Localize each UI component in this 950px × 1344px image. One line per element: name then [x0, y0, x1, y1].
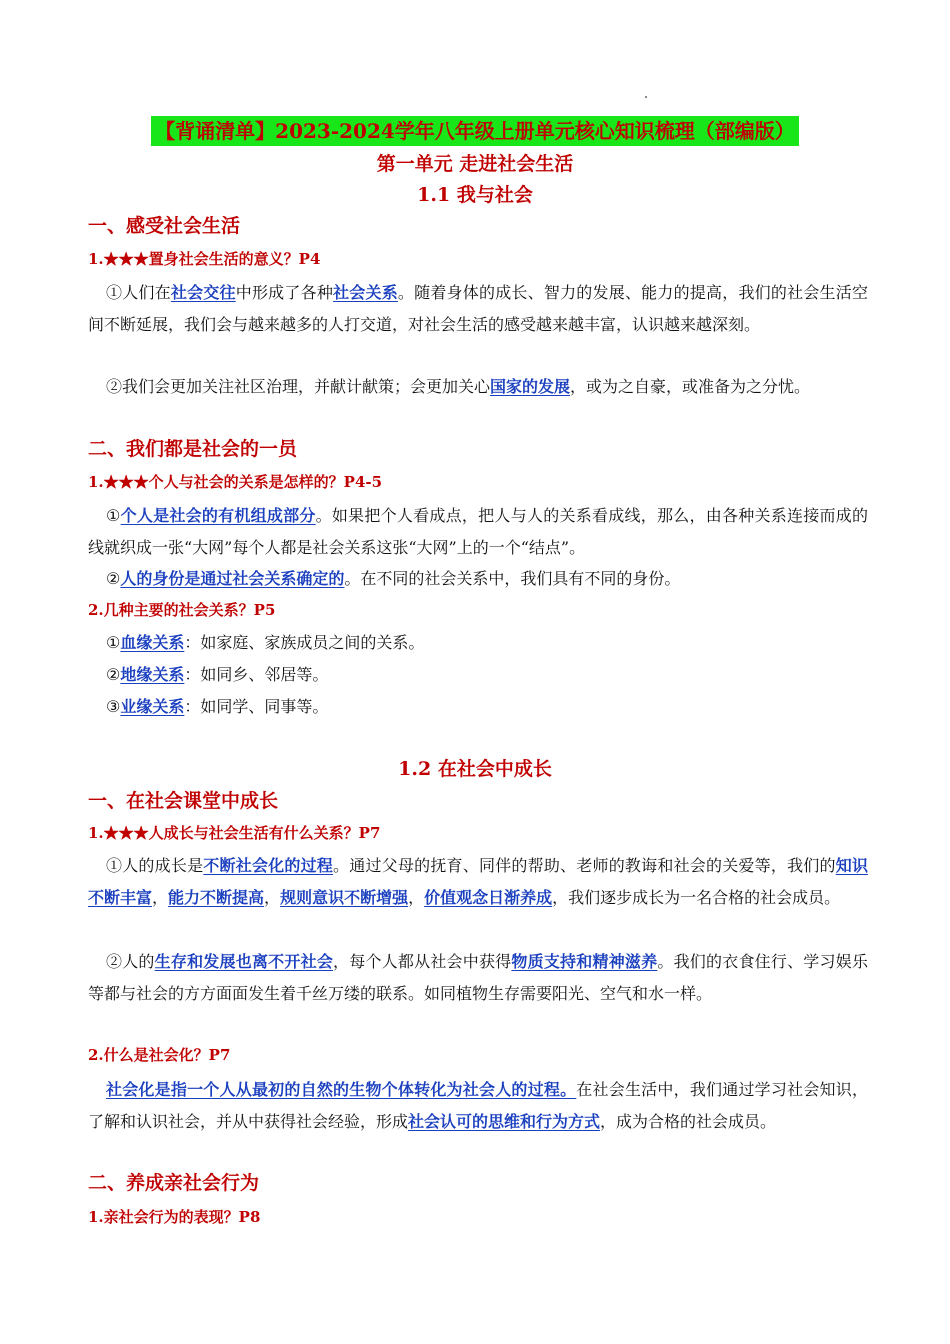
section-heading: 一、感受社会生活	[88, 215, 241, 237]
list-item	[106, 659, 328, 690]
text: ，	[152, 887, 169, 907]
text: ，或为之自豪，或准备为之分忧。	[570, 377, 811, 396]
text: 中形成了各种	[235, 283, 334, 302]
lesson-2-title: 1.2 在社会中成长	[398, 758, 552, 780]
text: ，每个人都从社会中获得	[333, 952, 512, 971]
keyword: 生存和发展也离不开社会	[154, 952, 334, 971]
section-heading: 二、我们都是社会的一员	[88, 438, 298, 460]
text: 。我们的衣食住行、学习娱乐等都与社会的方方面面发生着千丝万缕的联系。如同植物生存需要阳光、空气和水一样。	[88, 952, 868, 1003]
text: ②我们会更加关注社区治理，并献计献策；会更加关心	[106, 377, 491, 396]
keyword: 价值观念日渐养成	[424, 887, 553, 907]
paragraph	[88, 1074, 868, 1137]
paragraph	[88, 500, 868, 563]
keyword: 个人是社会的有机组成部分	[120, 506, 316, 525]
section-heading: 一、在社会课堂中成长	[88, 790, 279, 812]
text: ：如家庭、家族成员之间的关系。	[184, 633, 425, 652]
text: ①	[106, 633, 121, 652]
text: ①	[106, 506, 121, 525]
keyword: 国家的发展	[490, 377, 571, 396]
keyword: 业缘关系	[120, 697, 185, 716]
paragraph	[88, 277, 868, 340]
text: ②人的	[106, 952, 155, 971]
keyword: 社会化是指一个人从最初的自然的生物个体转化为社会人的过程。	[106, 1080, 577, 1099]
section-heading: 二、养成亲社会行为	[88, 1172, 260, 1194]
keyword: 人的身份是通过社会关系确定的	[120, 569, 345, 588]
paragraph	[88, 946, 868, 1009]
keyword: 不断社会化的过程	[203, 856, 334, 875]
paragraph	[88, 371, 868, 403]
title-bar	[0, 116, 950, 146]
text: 。通过父母的抚育、同伴的帮助、老师的教诲和社会的关爱等，我们的	[333, 856, 836, 875]
text: 。随着身体的成长、智力的发展、能力的提高，我们的社会生活空间不断延展，我们会与越来越多的人打交道，对社会生活的感受越来越丰富，认识越来越深刻。	[88, 283, 868, 334]
keyword: 能力不断提高	[168, 887, 265, 907]
text: ，	[408, 887, 425, 907]
text: ②	[106, 665, 121, 684]
keyword: 血缘关系	[120, 633, 185, 652]
text: 。如果把个人看成点，把人与人的关系看成线，那么，由各种关系连接而成的线就织成一张“大网”每个人都是社会关系这张“大网”上的一个“结点”。	[88, 506, 868, 557]
text: ，成为合格的社会成员。	[600, 1111, 777, 1131]
question-heading: 1.亲社会行为的表现？P8	[88, 1208, 261, 1226]
list-item	[106, 691, 328, 722]
text: ①人们在	[106, 283, 171, 302]
keyword: 地缘关系	[120, 665, 185, 684]
question-heading: 1.★★★人成长与社会生活有什么关系？P7	[88, 824, 381, 842]
text: ③	[106, 697, 121, 716]
text: ：如同学、同事等。	[184, 697, 329, 716]
unit-title: 第一单元 走进社会生活	[376, 153, 574, 175]
keyword: 社会交往	[170, 283, 236, 302]
question-heading: 1.★★★置身社会生活的意义？P4	[88, 250, 321, 268]
stray-dot	[645, 96, 647, 98]
question-heading: 1.★★★个人与社会的关系是怎样的？P4-5	[88, 473, 383, 491]
text: 在社会生活中，我们通过学习社会知识，了解和认识社会，并从中获得社会经验，形成	[88, 1080, 868, 1131]
text: ①人的成长是	[106, 856, 204, 875]
question-heading: 2.几种主要的社会关系？P5	[88, 601, 276, 619]
keyword: 社会认可的思维和行为方式	[408, 1111, 601, 1131]
keyword: 知识不断丰富	[88, 856, 868, 907]
text: ：如同乡、邻居等。	[184, 665, 329, 684]
text: ，我们逐步成长为一名合格的社会成员。	[552, 887, 841, 907]
paragraph	[88, 850, 868, 913]
keyword: 物质支持和精神滋养	[511, 952, 658, 971]
document-title: 【背诵清单】2023-2024学年八年级上册单元核心知识梳理（部编版）	[151, 116, 799, 146]
paragraph	[88, 563, 868, 595]
keyword: 规则意识不断增强	[280, 887, 409, 907]
list-item	[106, 627, 424, 658]
text: 。在不同的社会关系中，我们具有不同的身份。	[344, 569, 681, 588]
text: ②	[106, 569, 121, 588]
keyword: 社会关系	[333, 283, 398, 302]
text: ，	[264, 887, 281, 907]
question-heading: 2.什么是社会化？P7	[88, 1046, 231, 1064]
lesson-1-title: 1.1 我与社会	[417, 184, 533, 206]
